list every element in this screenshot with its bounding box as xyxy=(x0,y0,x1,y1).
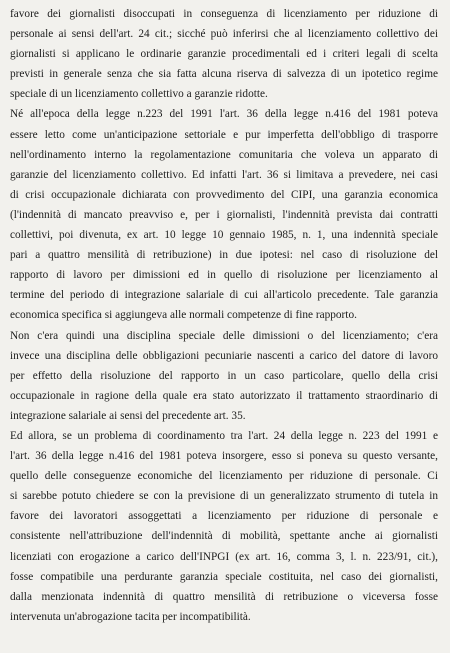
text-line: collettivi, poi divenuta, ex art. 10 legge 10 gennaio 1985, n. 1, una indennità speciale xyxy=(10,229,438,242)
text-line: personale ai sensi dell'art. 24 cit.; sicché può inferirsi che al licenziamento collettivo dei xyxy=(10,28,438,41)
text-line: licenziati con erogazione a carico dell'INPGI (ex art. 16, comma 3, l. n. 223/91, cit.), xyxy=(10,550,438,563)
text-line: quello delle conseguenze economiche del licenziamento per riduzione di personale. Ci xyxy=(10,470,438,483)
text-line: pari a quattro mensilità di retribuzione) in due ipotesi: nel caso di risoluzione del xyxy=(10,249,438,262)
text-line: dalla menzionata indennità di quattro mensilità di retribuzione o viceversa fosse xyxy=(10,590,438,603)
text-line: rapporto di lavoro per dimissioni ed in quello di risoluzione per licenziamento al xyxy=(10,269,438,282)
text-line: essere letto come un'anticipazione settoriale e pur imperfetta dell'obbligo di trasporre xyxy=(10,128,438,141)
text-line: favore dei lavoratori assoggettati a licenziamento per riduzione di personale e xyxy=(10,510,438,523)
text-line: Non c'era quindi una disciplina speciale delle dimissioni o del licenziamento; c'era xyxy=(10,329,438,342)
text-line: favore dei giornalisti disoccupati in conseguenza di licenziamento per riduzione di xyxy=(10,8,438,20)
text-line: per effetto della risoluzione del rapporto in un caso particolare, quello della crisi xyxy=(10,369,438,382)
text-line: Ed allora, se un problema di coordinamento tra l'art. 24 della legge n. 223 del 1991 e xyxy=(10,429,438,442)
text-line: consistente nell'attribuzione dell'indennità di mobilità, spettante anche ai giornalisti xyxy=(10,530,438,543)
text-line: l'art. 36 della legge n.416 del 1981 poteva insorgere, esso si poneva su questo versante, xyxy=(10,450,438,463)
text-line: si sarebbe potuto chiedere se con la previsione di un generalizzato strumento di tutela in xyxy=(10,490,438,503)
text-line: fosse compatibile una perdurante garanzia speciale costituita, nel caso dei giornalisti, xyxy=(10,570,438,583)
text-line: speciale di un licenziamento collettivo a garanzie ridotte. xyxy=(10,88,268,101)
text-line: (l'indennità di mancato preavviso e, per i giornalisti, l'indennità prevista dai contratti xyxy=(10,208,438,221)
document-body xyxy=(10,4,438,627)
text-line: garanzie del licenziamento collettivo. Ed infatti l'art. 36 si limitava a prevedere, nei casi xyxy=(10,168,438,181)
text-line: termine del periodo di integrazione salariale di cui all'articolo precedente. Tale garanzia xyxy=(10,289,438,302)
text-line: nell'ordinamento interno la regolamentazione comunitaria che voleva un apparato di xyxy=(10,148,438,161)
text-line: invece una disciplina delle obbligazioni pecuniarie nascenti a carico del datore di lavoro xyxy=(10,349,438,362)
text-line: intervenuta un'abrogazione tacita per incompatibilità. xyxy=(10,610,251,623)
text-line: Né all'epoca della legge n.223 del 1991 l'art. 36 della legge n.416 del 1981 poteva xyxy=(10,108,438,121)
text-line: economica specifica si aggiungeva alle normali competenze di fine rapporto. xyxy=(10,309,357,322)
text-line: di crisi occupazionale dichiarata con provvedimento del CIPI, una garanzia economica xyxy=(10,188,438,201)
text-line: previsti in generale senza che sia fatta alcuna riserva di salvezza di un ipotetico regime xyxy=(10,68,438,81)
text-line: occupazionale in ragione della quale era stato autorizzato il trattamento straordinario di xyxy=(10,389,438,402)
text-line: integrazione salariale ai sensi del precedente art. 35. xyxy=(10,409,246,422)
text-line: giornalisti si applicano le ordinarie garanzie procedimentali ed i criteri legali di scelta xyxy=(10,48,438,61)
